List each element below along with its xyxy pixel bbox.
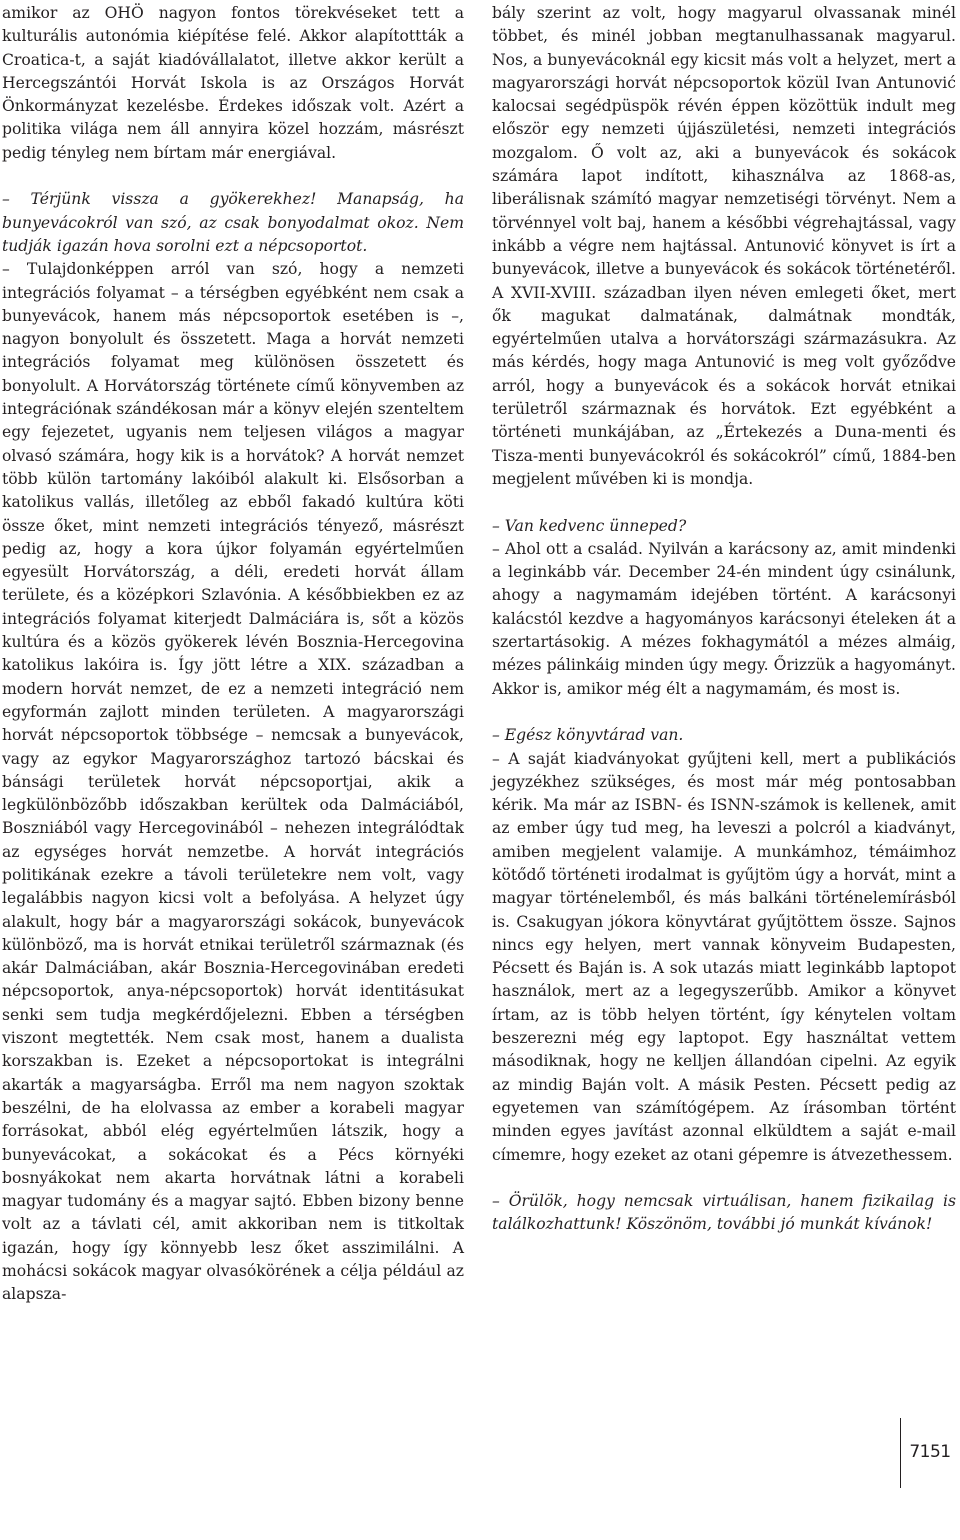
interview-question: – Térjünk vissza a gyökerekhez! Manapság, ha bunyevácokról van szó, az csak bonyodalmat okoz. Nem tudják igazán hova sorolni ezt a népcsoportot. (2, 190, 464, 255)
answer-paragraph: – Ahol ott a család. Nyilván a karácsony az, amit mindenki a leginkább vár. December 24-én mindent úgy csinálunk, ahogy a nagymamám idejében történt. A karácsonyi kalácstól kezdve a hagyományos karácsonyi ételeken át a szertartásokig. A mézes fokhagymától a mézes almáig, mézes pálinkáig minden úgy megy. Őrizzük a hagyományt. Akkor is, amikor még élt a nagymamám, és most is. (492, 539, 956, 698)
answer-paragraph: bály szerint az volt, hogy magyarul olvassanak minél többet, és minél jobban megtanulhassanak magyarul. Nos, a bunyevácoknál egy kicsit más volt a helyzet, mert a magyarországi horvát népcsoportok közül Ivan Antunović kalocsai segédpüspök révén éppen közöttük indult meg először egy nemzeti újjászületési, nemzeti integrációs mozgalom. Ő volt az, aki a bunyevácok és sokácok számára lapot indított, kihasználva az 1868-as, liberálisnak számító magyar nemzetiségi törvényt. Nem a törvénnyel volt baj, hanem a későbbi végrehajtással, vagy inkább a végre nem hajtással. Antunović könyvet is írt a bunyevácok, illetve a bunyevácok és sokácok történetéről. A XVII-XVIII. században ilyen néven emlegeti őket, mert ők magukat dalmatának, dalmátnak mondták, egyértelműen utalva a horvátországi származásukra. Az más kérdés, hogy maga Antunović is meg volt győződve arról, hogy a bunyevácok és a sokácok horvát etnikai területről származnak és horvátok. Ezt egyébként a történeti munkájában, az „Értekezés a Duna-menti és Tisza-menti bunyevácokról és sokácokról” című, 1884-ben megjelent művében ki is mondja. (492, 4, 956, 488)
left-column (2, 2, 464, 1307)
interview-question: – Van kedvenc ünneped? (492, 516, 687, 535)
interview-question: – Örülök, hogy nemcsak virtuálisan, hanem fizikailag is találkozhattunk! Köszönöm, további jó munkát kívánok! (492, 1192, 956, 1234)
answer-paragraph: amikor az OHÖ nagyon fontos törekvéseket tett a kulturális autonómia kiépítése felé. Akkor alapítottták a Croatica-t, a saját kiadóvállalatot, illetve akkor került a Hercegszántói Horvát Iskola is az Országos Horvát Önkormányzat kezelésbe. Érdekes időszak volt. Azért a politika világa nem áll annyira közel hozzám, másrészt pedig tényleg nem bírtam már energiával. (2, 4, 464, 162)
answer-paragraph: – A saját kiadványokat gyűjteni kell, mert a publikációs jegyzékhez szükséges, és most már még pontosabban kérik. Ma már az ISBN- és ISNN-számok is kellenek, amit az ember úgy tud meg, ha leveszi a polcról a kiadványt, amiben megjelent valamije. A munkámhoz, témáimhoz kötődő történeti irodalmat is gyűjtöm úgy a horvát, mint a magyar történelemből, és más balkáni történelemírásból is. Csakugyan jókora könyvtárat gyűjtöttem össze. Sajnos nincs egy helyen, mert vannak könyveim Budapesten, Pécsett és Baján is. A sok utazás miatt leginkább laptopot használok, mert az a legegyszerűbb. Amikor a könyvet írtam, az is több helyen történt, így kénytelen voltam beszerezni még egy laptopot. Egy használtat vettem másodiknak, hogy ne kelljen állandóan cipelni. Az egyik az mindig Baján volt. A másik Pesten. Pécsett pedig az egyetemen van számítógépem. Az írásomban történt minden egyes javítást azonnal elküldtem a saját e-mail címemre, hogy ezeket az otani gépemre is átvezethessem. (492, 749, 956, 1164)
right-column (492, 2, 956, 1237)
page-number-box (900, 1418, 959, 1488)
page-number: 7151 (909, 1442, 951, 1462)
answer-paragraph: – Tulajdonképpen arról van szó, hogy a nemzeti integrációs folyamat – a térségben egyébként nem csak a bunyevácok, hanem más népcsoportok esetében is –, nagyon bonyolult és összetett. Maga a horvát nemzeti integrációs folyamat meg különösen összetett és bonyolult. A Horvátország története című könyvemben az integrációnak szándékosan már a könyv elején szenteltem egy fejezetet, ugyanis nem teljesen világos a magyar olvasó számára, hogy kik is a horvátok? A horvát nemzet több külön tartomány lakóiból alakult ki. Elsősorban a katolikus vallás, illetőleg az ebből fakadó kultúra köti össze őket, mint nemzeti integrációs tényező, másrészt pedig az, hogy a kora újkor folyamán egyértelműen egyesült Horvátország, a déli, eredeti horvát állam területe, és a középkori Szlavónia. A későbbiekben ez az integrációs folyamat kiterjedt Dalmáciára is, sőt a közös kultúra és a közös gyökerek lévén Bosznia-Hercegovina katolikus lakóira is. Így jött létre a XIX. században a modern horvát nemzet, de ez a nemzeti integráció nem egyformán zajlott minden területen. A magyarországi horvát népcsoportok többsége – nemcsak a bunyevácok, vagy az egykor Magyarországhoz tartozó bácskai és bánsági területek horvát népcsoportjai, akik a legkülönbözőbb időszakban kerültek oda Dalmáciából, Boszniából vagy Hercegovinából – nehezen integrálódtak az egységes horvát nemzetbe. A horvát integrációs politikának ezekre a távoli területekre nem volt, vagy legalábbis nagyon kicsi volt a befolyása. A helyzet úgy alakult, hogy bár a magyarországi sokácok, bunyevácok különböző, ma is horvát etnikai területről származnak (és akár Dalmáciában, akár Bosznia-Hercegovinában eredeti népcsoportok, anya-népcsoportok) horvát identitásukat senki sem tudja megkérdőjelezni. Ebben a térségben viszont megtették. Nem csak most, hanem a dualista korszakban is. Ezeket a népcsoportokat is integrálni akarták a magyarságba. Erről ma nem nagyon szoktak beszélni, de ha elolvassa az ember a korabeli magyar forrásokat, abból elég egyértelműen látszik, hogy a bunyevácokat, a sokácokat és a Pécs környéki bosnyákokat nem akarta horvátnak látni a korabeli magyar tudomány és a magyar sajtó. Ebben bizony benne volt az a távlati cél, amit akkoriban nem is titkoltak igazán, hogy így könnyebb lesz őket asszimilálni. A mohácsi sokácok magyar olvasókörének a célja például az alapsza- (2, 260, 464, 1304)
interview-question: – Egész könyvtárad van. (492, 726, 684, 745)
